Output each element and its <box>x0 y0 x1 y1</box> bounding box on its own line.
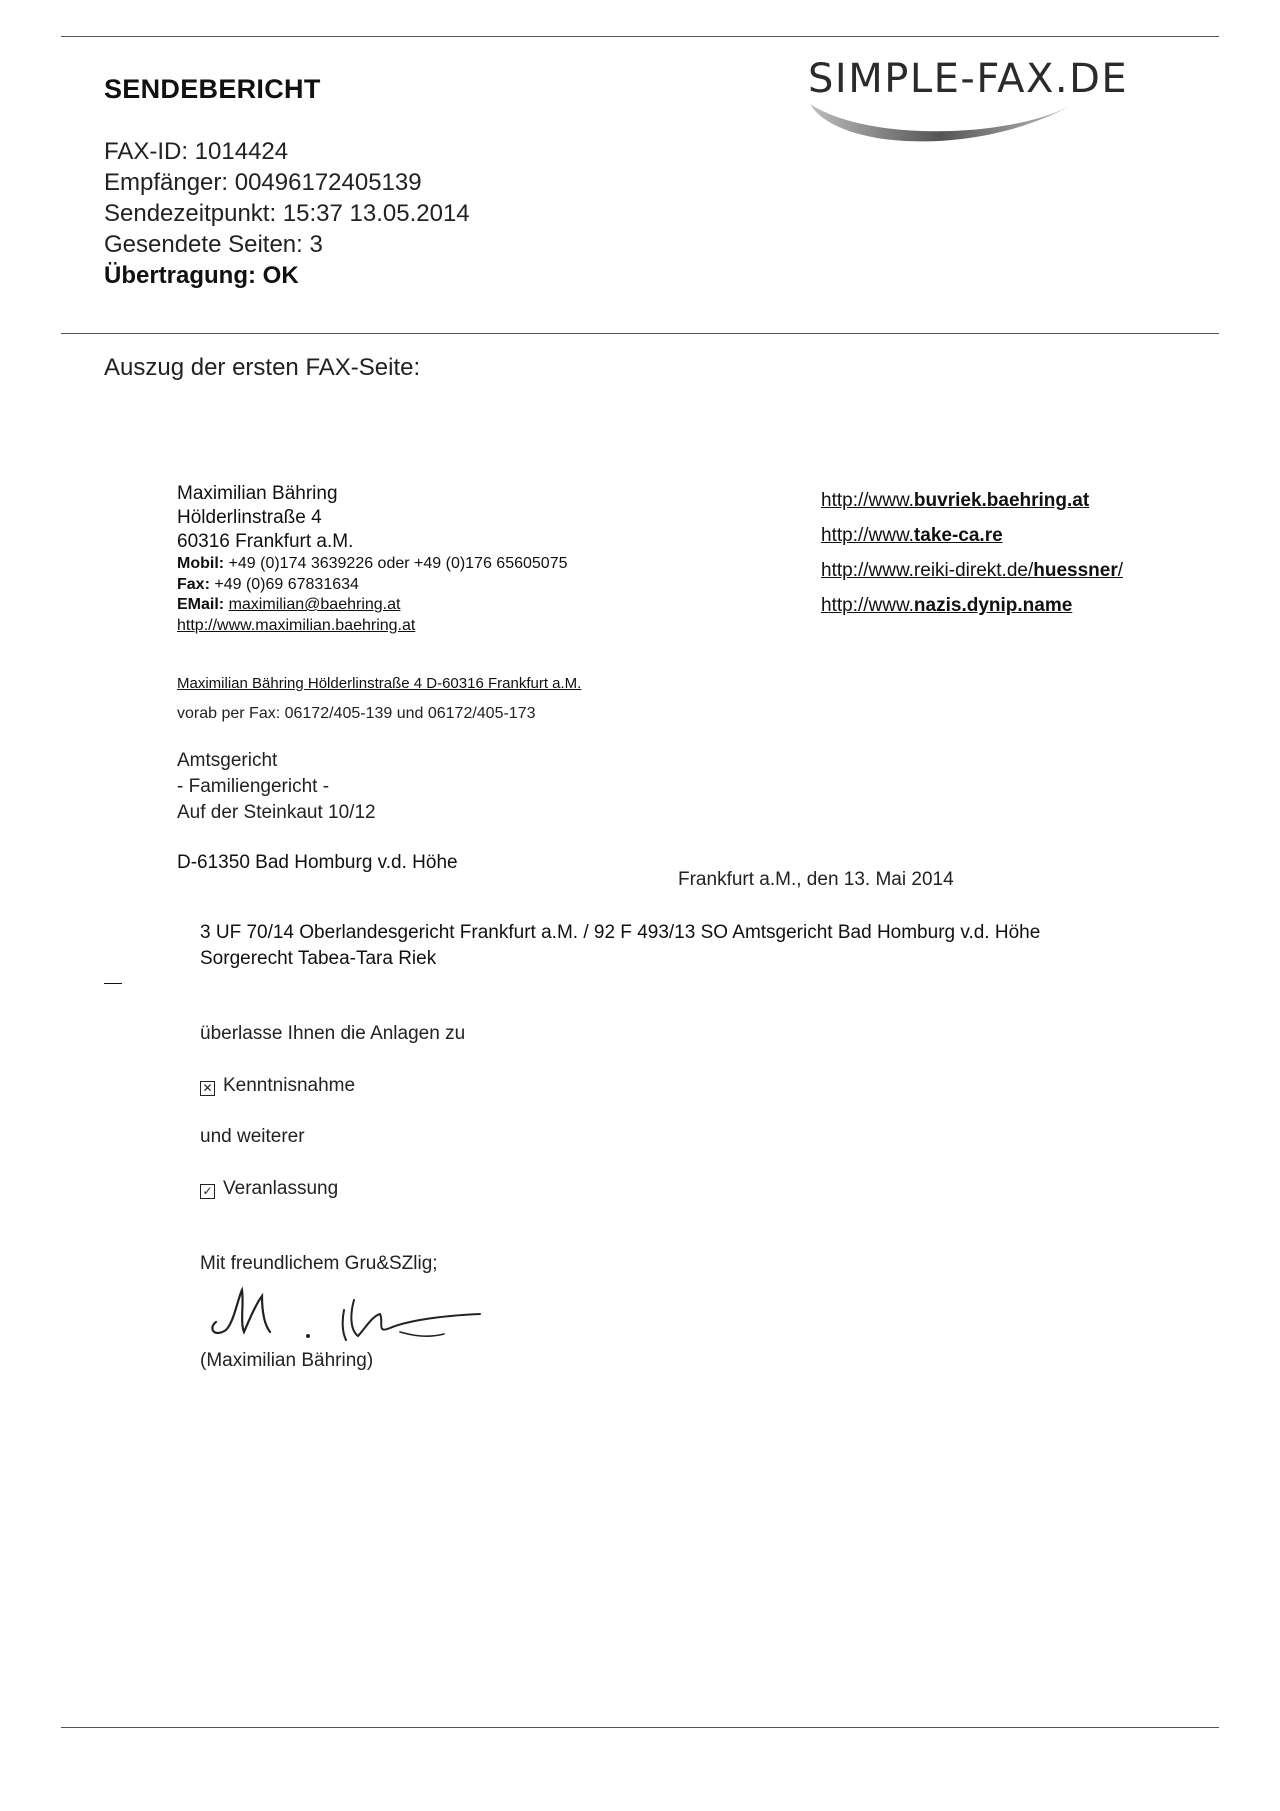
option-label: Veranlassung <box>223 1178 339 1199</box>
body-middle: und weiterer <box>200 1126 305 1147</box>
simple-fax-logo <box>808 56 1200 152</box>
bottom-rule <box>61 1727 1219 1728</box>
link-item[interactable]: http://www.reiki-direkt.de/huessner/ <box>821 560 1124 581</box>
sender-street: Hölderlinstraße 4 <box>177 507 322 528</box>
option-label: Kenntnisnahme <box>223 1075 356 1096</box>
sender-mobile: Mobil: +49 (0)174 3639226 oder +49 (0)176 65605075 <box>177 555 568 572</box>
fold-mark <box>104 983 122 984</box>
transmission-status: Übertragung: OK <box>104 262 299 289</box>
letter-date: Frankfurt a.M., den 13. Mai 2014 <box>678 869 954 890</box>
subject-line-2: Sorgerecht Tabea-Tara Riek <box>200 948 437 969</box>
pages-sent: Gesendete Seiten: 3 <box>104 231 323 258</box>
signature-name: (Maximilian Bähring) <box>200 1350 374 1371</box>
checkmark-box-icon: ✓ <box>200 1184 215 1199</box>
subject-line-1: 3 UF 70/14 Oberlandesgericht Frankfurt a.M. / 92 F 493/13 SO Amtsgericht Bad Homburg v.d. Höhe <box>200 922 1041 943</box>
sender-email-link[interactable]: maximilian@baehring.at <box>228 596 401 613</box>
body-intro: überlasse Ihnen die Anlagen zu <box>200 1023 466 1044</box>
option-veranlassung <box>200 1178 338 1200</box>
recipient-line-1: Amtsgericht <box>177 750 278 771</box>
letter-subject <box>200 920 1040 972</box>
recipient-line-3: Auf der Steinkaut 10/12 <box>177 802 376 823</box>
return-address: Maximilian Bähring Hölderlinstraße 4 D-60316 Frankfurt a.M. <box>177 675 582 692</box>
checked-box-icon: ✕ <box>200 1081 215 1096</box>
excerpt-label: Auszug der ersten FAX-Seite: <box>104 354 421 381</box>
logo-text: SIMPLE-FAX.DE <box>808 56 1129 102</box>
top-rule <box>61 36 1219 37</box>
report-title: SENDEBERICHT <box>104 74 321 104</box>
closing: Mit freundlichem Gru&SZlig; <box>200 1253 438 1274</box>
header-divider <box>61 333 1219 334</box>
send-time: Sendezeitpunkt: 15:37 13.05.2014 <box>104 200 470 227</box>
recipient-city: D-61350 Bad Homburg v.d. Höhe <box>177 852 458 873</box>
sender-website-link[interactable]: http://www.maximilian.baehring.at <box>177 616 416 634</box>
handwritten-signature-icon <box>204 1278 494 1348</box>
sender-city: 60316 Frankfurt a.M. <box>177 531 354 552</box>
prefax-note: vorab per Fax: 06172/405-139 und 06172/405-173 <box>177 705 536 722</box>
link-list <box>821 490 1123 630</box>
sender-email: EMail: maximilian@baehring.at <box>177 596 401 613</box>
recipient-block <box>177 748 376 826</box>
sender-block <box>177 482 568 636</box>
link-item[interactable]: http://www.buvriek.baehring.at <box>821 490 1090 511</box>
sender-name: Maximilian Bähring <box>177 483 338 504</box>
link-item[interactable]: http://www.take-ca.re <box>821 525 1003 546</box>
sender-fax: Fax: +49 (0)69 67831634 <box>177 575 359 593</box>
link-item[interactable]: http://www.nazis.dynip.name <box>821 595 1073 616</box>
recipient-line-2: - Familiengericht - <box>177 776 330 797</box>
recipient-number: Empfänger: 00496172405139 <box>104 169 422 196</box>
fax-id: FAX-ID: 1014424 <box>104 138 289 165</box>
option-kenntnisnahme <box>200 1075 355 1097</box>
report-meta <box>104 136 470 291</box>
